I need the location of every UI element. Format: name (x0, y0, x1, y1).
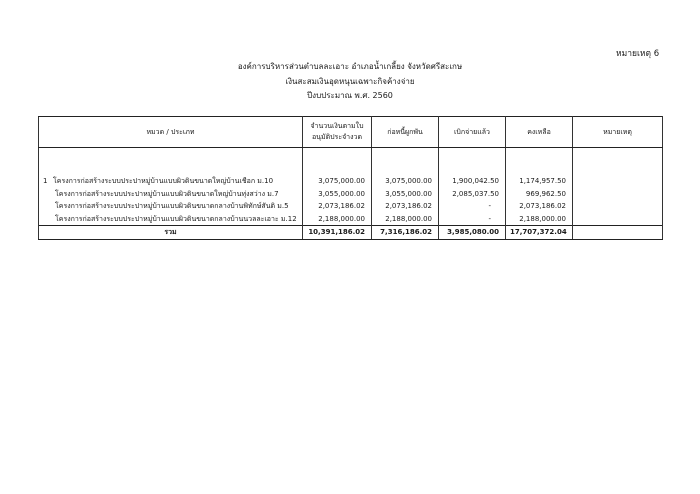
obligated-amount: 3,055,000.00 (372, 188, 439, 201)
report-title: เงินสะสมเงินอุดหนุนเฉพาะกิจค้างจ่าย (285, 76, 415, 86)
remaining-amount: 2,188,000.00 (506, 213, 573, 226)
total-remaining: 17,707,372.04 (506, 226, 573, 240)
header-remaining: คงเหลือ (506, 117, 573, 148)
disbursed-amount: 1,900,042.50 (439, 175, 506, 188)
total-disbursed: 3,985,080.00 (439, 226, 506, 240)
header-category: หมวด / ประเภท (39, 117, 303, 148)
spacer-row (39, 148, 663, 176)
header-approved (303, 117, 372, 148)
remarks-cell (573, 188, 663, 201)
table-row (39, 188, 663, 201)
header-disbursed: เบิกจ่ายแล้ว (439, 117, 506, 148)
project-cell (39, 188, 303, 201)
row-number: 1 (43, 177, 48, 185)
obligated-amount: 3,075,000.00 (372, 175, 439, 188)
approved-amount: 2,188,000.00 (303, 213, 372, 226)
header-approved-line1: จำนวนเงินตามใบ (310, 122, 364, 130)
header-obligated: ก่อหนี้ผูกพัน (372, 117, 439, 148)
project-cell (39, 175, 303, 188)
table-row (39, 213, 663, 226)
approved-amount: 3,075,000.00 (303, 175, 372, 188)
note-number: หมายเหตุ 6 (616, 49, 660, 59)
remarks-cell (573, 200, 663, 213)
header-approved-line2: อนุมัติประจำงวด (311, 133, 363, 141)
total-remarks (573, 226, 663, 240)
total-approved: 10,391,186.02 (303, 226, 372, 240)
project-cell (39, 200, 303, 213)
remaining-amount: 1,174,957.50 (506, 175, 573, 188)
header-remarks: หมายเหตุ (573, 117, 663, 148)
remarks-cell (573, 213, 663, 226)
total-row (39, 226, 663, 240)
obligated-amount: 2,188,000.00 (372, 213, 439, 226)
disbursed-amount: - (439, 213, 506, 226)
fiscal-year: ปีงบประมาณ พ.ศ. 2560 (307, 91, 393, 100)
project-name: โครงการก่อสร้างระบบประปาหมู่บ้านแบบผิวดินขนาดกลางบ้านพิทักษ์สันติ ม.5 (55, 202, 289, 210)
obligated-amount: 2,073,186.02 (372, 200, 439, 213)
disbursed-amount: - (439, 200, 506, 213)
project-cell (39, 213, 303, 226)
project-name: โครงการก่อสร้างระบบประปาหมู่บ้านแบบผิวดินขนาดใหญ่บ้านทุ่งสว่าง ม.7 (55, 189, 279, 198)
disbursed-amount: 2,085,037.50 (439, 188, 506, 201)
document-header (0, 60, 700, 104)
table-header-row (39, 117, 663, 148)
project-name: โครงการก่อสร้างระบบประปาหมู่บ้านแบบผิวดินขนาดใหญ่บ้านเชือก ม.10 (53, 177, 274, 185)
project-name: โครงการก่อสร้างระบบประปาหมู่บ้านแบบผิวดินขนาดกลางบ้านนวลละเอาะ ม.12 (55, 214, 297, 223)
payables-table (38, 116, 663, 240)
remaining-amount: 969,962.50 (506, 188, 573, 201)
remarks-cell (573, 175, 663, 188)
approved-amount: 3,055,000.00 (303, 188, 372, 201)
total-obligated: 7,316,186.02 (372, 226, 439, 240)
table-row (39, 175, 663, 188)
approved-amount: 2,073,186.02 (303, 200, 372, 213)
remaining-amount: 2,073,186.02 (506, 200, 573, 213)
total-label: รวม (39, 226, 303, 240)
table-row (39, 200, 663, 213)
organization-title: องค์การบริหารส่วนตำบลละเอาะ อำเภอน้ำเกลี้ยง จังหวัดศรีสะเกษ (237, 62, 463, 71)
